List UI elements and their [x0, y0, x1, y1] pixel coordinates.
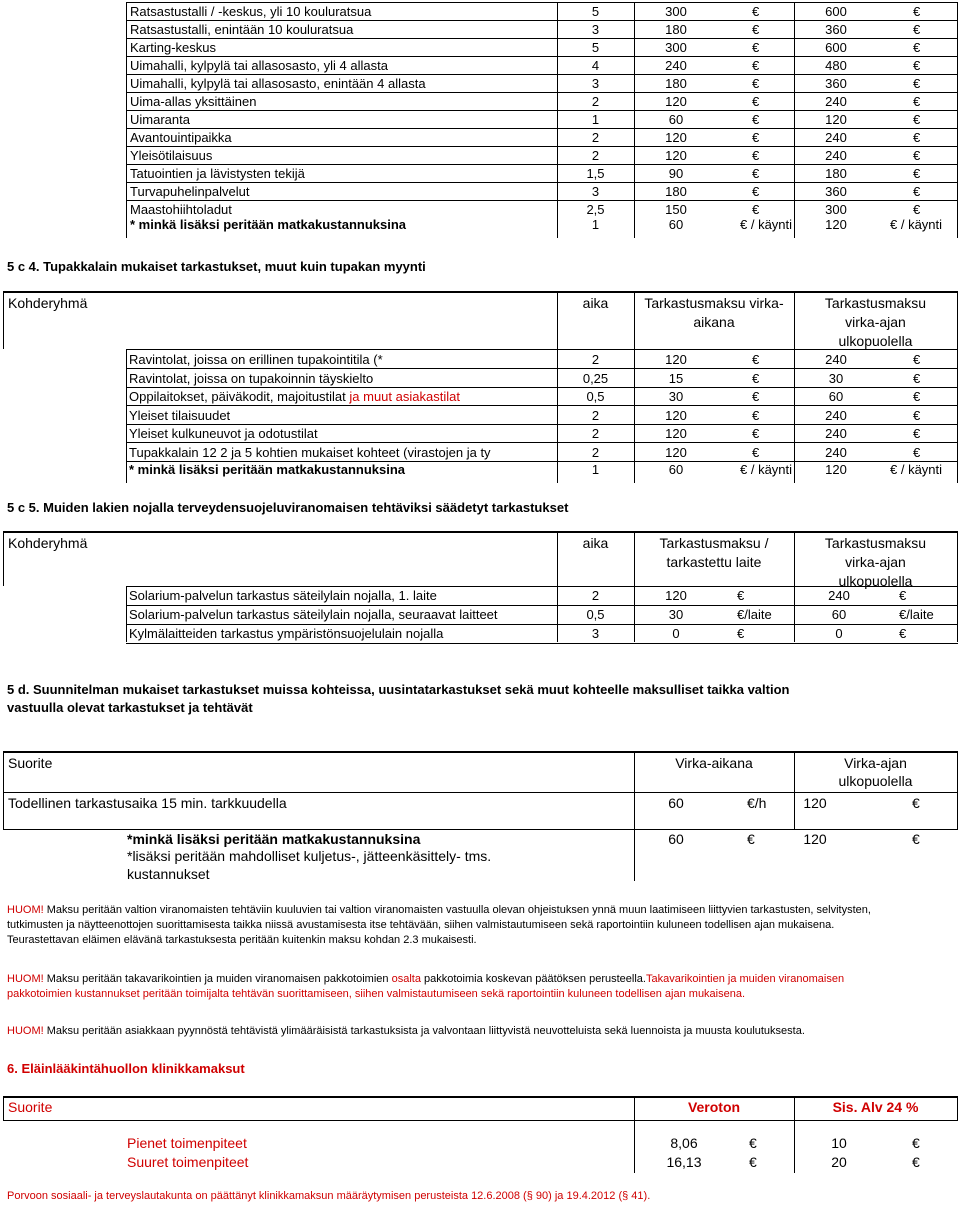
row-label: Oppilaitokset, päiväkodit, majoitustilat ja muut asiakastilat: [129, 389, 460, 404]
euro-icon: €: [752, 4, 760, 19]
euro-icon: €: [752, 94, 760, 109]
value-virka-aikana: 120: [665, 445, 687, 460]
column-header-ulkopuolella-1: Tarkastusmaksu: [824, 535, 927, 551]
value-aika: 5: [591, 40, 600, 55]
value-ulkopuolella: 480: [825, 58, 847, 73]
column-header-ulkopuolella-1: Tarkastusmaksu: [824, 295, 927, 311]
euro-icon: €: [913, 445, 921, 460]
value-aika: 2,5: [586, 202, 605, 217]
euro-icon: €: [912, 831, 920, 847]
euro-icon: €: [913, 184, 921, 199]
table-row: [0, 57, 960, 75]
euro-icon: €: [752, 76, 760, 91]
euro-icon: €: [752, 166, 760, 181]
euro-icon: €: [913, 426, 921, 441]
value-virka-aikana: 150: [665, 202, 687, 217]
unit-label: € / käynti: [740, 217, 793, 232]
footer-note: Porvoon sosiaali- ja terveyslautakunta on päättänyt klinikkamaksun määräytymisen perusteista 12.6.2008 (§ 90) ja 19.4.2012 (§ 41).: [7, 1190, 651, 1202]
euro-icon: €: [752, 426, 760, 441]
euro-icon: €: [912, 795, 920, 811]
euro-icon: €: [913, 112, 921, 127]
value-ulkopuolella: 0: [835, 626, 843, 641]
euro-unit: €: [899, 626, 907, 641]
column-header-veroton: Veroton: [687, 1099, 741, 1115]
section-title-5d-line1: 5 d. Suunnitelman mukaiset tarkastukset muissa kohteissa, uusintatarkastukset sekä muut kohteelle maksulliset taikka valtion: [7, 682, 790, 697]
column-header-tarkastusmaksu-1: Tarkastusmaksu /: [659, 535, 769, 551]
value-ulkopuolella: 120: [825, 217, 847, 232]
euro-icon: €: [747, 831, 755, 847]
row-label: Yleiset tilaisuudet: [129, 408, 231, 423]
column-header-suorite: Suorite: [8, 755, 53, 771]
note-text-red: pakkotoimien kustannukset peritään toimijalta tehtävän suorittamiseen, siihen valmistautumiseen sekä raportointiin kuluneen todellisen ajan mukaisena.: [7, 988, 746, 1000]
value-aika: 0,5: [586, 607, 605, 622]
row-label: Kylmälaitteiden tarkastus ympäristönsuojelulain nojalla: [129, 626, 444, 641]
value-ulkopuolella: 240: [825, 130, 847, 145]
euro-icon: €: [752, 445, 760, 460]
value-virka-aikana: 60: [668, 795, 684, 811]
column-header-ulkopuolella-3: ulkopuolella: [838, 573, 913, 589]
euro-unit: €/laite: [899, 607, 934, 622]
row-label: Tupakkalain 12 2 ja 5 kohtien mukaiset kohteet (virastojen ja ty: [129, 445, 491, 460]
row-label-red: ja muut asiakastilat: [349, 389, 460, 404]
table-row: [0, 147, 960, 165]
column-header-aika: aika: [582, 535, 609, 551]
euro-icon: €: [913, 4, 921, 19]
value-ulkopuolella: 240: [825, 445, 847, 460]
column-header-kohderyhma: Kohderyhmä: [8, 295, 88, 311]
table-row: [0, 351, 960, 369]
column-header-kohderyhma: Kohderyhmä: [8, 535, 88, 551]
value-virka-aikana: 15: [668, 371, 684, 386]
row-label: Uimahalli, kylpylä tai allasosasto, yli 4 allasta: [130, 58, 388, 73]
table-row: [0, 444, 960, 462]
value-ulkopuolella: 240: [828, 588, 850, 603]
huom-label: HUOM!: [7, 904, 44, 916]
table-row: [0, 183, 960, 201]
value-virka-aikana: 120: [665, 148, 687, 163]
table-row: [0, 407, 960, 425]
row-label-suuret: Suuret toimenpiteet: [127, 1154, 249, 1170]
huom-label: HUOM!: [7, 1025, 44, 1037]
extra-label: *minkä lisäksi peritään matkakustannuksina: [127, 831, 421, 847]
table-row: [0, 93, 960, 111]
row-label: * minkä lisäksi peritään matkakustannuksina: [130, 217, 407, 232]
column-header-virka-aikana: Tarkastusmaksu virka-: [644, 295, 784, 311]
row-label: Solarium-palvelun tarkastus säteilylain nojalla, seuraavat laitteet: [129, 607, 498, 622]
euro-icon: €: [752, 184, 760, 199]
euro-unit: €/laite: [737, 607, 772, 622]
column-header-virka-aikana: Virka-aikana: [675, 755, 753, 771]
value-virka-aikana: 120: [665, 94, 687, 109]
euro-unit: [747, 795, 766, 811]
table-row: [0, 3, 960, 21]
euro-icon: €: [912, 1135, 920, 1151]
euro-icon: €: [913, 166, 921, 181]
value-ulkopuolella: 360: [825, 184, 847, 199]
value-aika: 2: [591, 588, 600, 603]
value-ulkopuolella: 240: [825, 148, 847, 163]
euro-icon: €: [749, 1154, 757, 1170]
column-header-virka-ajan: Virka-ajan: [844, 755, 907, 771]
table-row: [0, 606, 960, 624]
euro-icon: €: [752, 389, 760, 404]
value-virka-aikana: 60: [668, 217, 684, 232]
value-ulkopuolella: 240: [825, 94, 847, 109]
row-label: Todellinen tarkastusaika 15 min. tarkkuudella: [8, 795, 287, 811]
value-aika: 3: [591, 626, 600, 641]
note-text: Maksu peritään takavarikointien ja muiden viranomaisen pakkotoimien: [43, 973, 392, 985]
section-title-5c5: 5 c 5. Muiden lakien nojalla terveydensuojeluviranomaisen tehtäviksi säädetyt tarkastukset: [7, 500, 569, 515]
row-label-pienet: Pienet toimenpiteet: [127, 1135, 247, 1151]
euro-icon: €: [913, 58, 921, 73]
row-label: Karting-keskus: [130, 40, 216, 55]
note-text: Maksu peritään asiakkaan pyynnöstä tehtävistä ylimääräisistä tarkastuksista ja valvontaan liittyvistä neuvotteluista sekä luennoista ja muusta koulutuksesta.: [43, 1025, 805, 1037]
table-row: [0, 370, 960, 388]
value-virka-aikana: 60: [668, 462, 684, 477]
euro-icon: €: [747, 795, 755, 811]
value-aika: 2: [591, 130, 600, 145]
value-virka-aikana: 30: [668, 389, 684, 404]
value-aika: 1: [591, 462, 600, 477]
value-virka-aikana: 60: [668, 112, 684, 127]
value-ulkopuolella: 240: [825, 408, 847, 423]
note-text: Teurastettavan eläimen elävänä tarkastuksesta peritään kuitenkin maksu kohdan 2.3 mukaisesti.: [7, 934, 477, 946]
value-virka-aikana: 180: [665, 22, 687, 37]
euro-icon: €: [912, 1154, 920, 1170]
unit-label: € / käynti: [890, 462, 943, 477]
row-label: Uimahalli, kylpylä tai allasosasto, enintään 4 allasta: [130, 76, 426, 91]
row-label: Ratsastustalli / -keskus, yli 10 kouluratsua: [130, 4, 372, 19]
euro-icon: €: [913, 202, 921, 217]
value-aika: 1,5: [586, 166, 605, 181]
value-virka-aikana: 300: [665, 4, 687, 19]
value-sis-alv-suuret: 20: [831, 1154, 847, 1170]
euro-icon: €: [752, 40, 760, 55]
note-text-red: Takavarikointien ja muiden viranomaisen: [645, 973, 845, 985]
table-row: [0, 388, 960, 406]
row-label: * minkä lisäksi peritään matkakustannuksina: [129, 462, 406, 477]
row-divider: [126, 643, 958, 644]
extra-note-line1: *lisäksi peritään mahdolliset kuljetus-, jätteenkäsittely- tms.: [127, 848, 492, 864]
section-title-5c4: 5 c 4. Tupakkalain mukaiset tarkastukset, muut kuin tupakan myynti: [7, 259, 426, 274]
value-virka-aikana: 300: [665, 40, 687, 55]
note-text-red: osalta: [391, 973, 421, 985]
table-row: [0, 425, 960, 443]
table-row-extra: [0, 216, 960, 234]
value-veroton-suuret: 16,13: [666, 1154, 702, 1170]
euro-unit: €: [737, 626, 745, 641]
value-aika: 3: [591, 184, 600, 199]
euro-unit: €: [899, 588, 907, 603]
row-label: Solarium-palvelun tarkastus säteilylain nojalla, 1. laite: [129, 588, 437, 603]
row-divider: [126, 442, 958, 443]
row-label: Turvapuhelinpalvelut: [130, 184, 250, 199]
value-virka-aikana: 120: [665, 130, 687, 145]
row-label: Yleisötilaisuus: [130, 148, 213, 163]
euro-icon: €: [913, 130, 921, 145]
extra-value-2: 120: [803, 831, 827, 847]
table-row: [0, 75, 960, 93]
row-label: Tatuointien ja lävistysten tekijä: [130, 166, 305, 181]
euro-icon: €: [913, 76, 921, 91]
column-header-tarkastusmaksu-2: tarkastettu laite: [666, 554, 762, 570]
column-header-ulkopuolella-2: virka-ajan: [845, 314, 906, 330]
value-tarkastusmaksu: 0: [672, 626, 680, 641]
value-ulkopuolella: 360: [825, 76, 847, 91]
euro-icon: €: [752, 352, 760, 367]
table-row: [0, 165, 960, 183]
euro-icon: €: [913, 408, 921, 423]
value-ulkopuolella: 120: [825, 112, 847, 127]
row-label: Ratsastustalli, enintään 10 kouluratsua: [130, 22, 354, 37]
extra-value-1: 60: [668, 831, 684, 847]
row-label: Yleiset kulkuneuvot ja odotustilat: [129, 426, 318, 441]
value-ulkopuolella: 120: [803, 795, 827, 811]
value-ulkopuolella: 600: [825, 4, 847, 19]
table-row-extra: [0, 461, 960, 479]
euro-icon: €: [913, 352, 921, 367]
value-sis-alv-pienet: 10: [831, 1135, 847, 1151]
value-virka-aikana: 120: [665, 352, 687, 367]
table-row: [0, 21, 960, 39]
value-ulkopuolella: 60: [831, 607, 847, 622]
note-text: tutkimusten ja näytteenottojen suorittamisesta taikka niissä avustamisesta itse tehtävään, siihen valmistautumiseen sekä raportointiin kuluneen todellisen ajan mukaisena.: [7, 919, 835, 931]
column-header-suorite: Suorite: [8, 1099, 53, 1115]
value-ulkopuolella: 240: [825, 426, 847, 441]
table-row: [0, 587, 960, 605]
value-aika: 2: [591, 445, 600, 460]
value-virka-aikana: 180: [665, 184, 687, 199]
euro-icon: €: [752, 408, 760, 423]
euro-icon: €: [752, 58, 760, 73]
value-tarkastusmaksu: 30: [668, 607, 684, 622]
value-aika: 0,25: [582, 371, 609, 386]
value-tarkastusmaksu: 120: [665, 588, 687, 603]
table-row: [0, 39, 960, 57]
value-aika: 2: [591, 94, 600, 109]
value-virka-aikana: 120: [665, 426, 687, 441]
value-ulkopuolella: 300: [825, 202, 847, 217]
huom-label: HUOM!: [7, 973, 44, 985]
column-header-ulkopuolella: ulkopuolella: [838, 773, 913, 789]
row-label: Maastohiihtoladut: [130, 202, 232, 217]
value-virka-aikana: 90: [668, 166, 684, 181]
value-aika: 2: [591, 352, 600, 367]
unit-label: € / käynti: [740, 462, 793, 477]
column-header-virka-aikana-2: aikana: [693, 314, 735, 330]
value-aika: 4: [591, 58, 600, 73]
row-label: Ravintolat, joissa on erillinen tupakointitila (*: [129, 352, 383, 367]
row-label: Avantouintipaikka: [130, 130, 232, 145]
row-divider: [126, 405, 958, 406]
column-header-ulkopuolella-3: ulkopuolella: [838, 333, 913, 349]
column-header-aika: aika: [582, 295, 609, 311]
value-veroton-pienet: 8,06: [670, 1135, 698, 1151]
value-aika: 1: [591, 217, 600, 232]
column-header-sis-alv: Sis. Alv 24 %: [832, 1099, 919, 1115]
euro-icon: €: [913, 389, 921, 404]
table-row: [0, 625, 960, 643]
note-text: pakkotoimia koskevan päätöksen perusteella.: [420, 973, 646, 985]
euro-icon: €: [752, 202, 760, 217]
euro-icon: €: [913, 94, 921, 109]
euro-icon: €: [752, 148, 760, 163]
value-ulkopuolella: 600: [825, 40, 847, 55]
row-label: Uimaranta: [130, 112, 190, 127]
value-aika: 3: [591, 76, 600, 91]
table-row: [0, 111, 960, 129]
value-ulkopuolella: 120: [825, 462, 847, 477]
value-aika: 2: [591, 426, 600, 441]
value-virka-aikana: 180: [665, 76, 687, 91]
value-aika: 2: [591, 408, 600, 423]
value-virka-aikana: 120: [665, 408, 687, 423]
euro-icon: €: [913, 148, 921, 163]
value-ulkopuolella: 30: [828, 371, 844, 386]
row-label: Ravintolat, joissa on tupakoinnin täyskielto: [129, 371, 374, 386]
euro-icon: €: [752, 112, 760, 127]
column-header-ulkopuolella-2: virka-ajan: [845, 554, 906, 570]
value-aika: 3: [591, 22, 600, 37]
unit-label: € / käynti: [890, 217, 943, 232]
row-label: Uima-allas yksittäinen: [130, 94, 257, 109]
section-title-5d-line2: vastuulla olevat tarkastukset ja tehtävät: [7, 700, 253, 715]
euro-icon: €: [913, 371, 921, 386]
euro-icon: €: [752, 22, 760, 37]
value-aika: 0,5: [586, 389, 605, 404]
value-ulkopuolella: 240: [825, 352, 847, 367]
section-title-6: 6. Eläinlääkintähuollon klinikkamaksut: [7, 1061, 245, 1076]
euro-icon: €: [752, 371, 760, 386]
euro-icon: €: [752, 130, 760, 145]
value-aika: 1: [591, 112, 600, 127]
table-row: [0, 129, 960, 147]
value-ulkopuolella: 360: [825, 22, 847, 37]
extra-note-line2: kustannukset: [127, 866, 210, 882]
euro-icon: €: [913, 22, 921, 37]
euro-icon: €: [913, 40, 921, 55]
value-aika: 5: [591, 4, 600, 19]
euro-icon: €: [749, 1135, 757, 1151]
value-ulkopuolella: 60: [828, 389, 844, 404]
euro-unit: €: [737, 588, 745, 603]
value-virka-aikana: 240: [665, 58, 687, 73]
value-aika: 2: [591, 148, 600, 163]
unit-label: /h: [754, 795, 767, 811]
value-ulkopuolella: 180: [825, 166, 847, 181]
row-divider: [126, 368, 958, 369]
note-text: Maksu peritään valtion viranomaisten tehtäviin kuuluvien tai valtion viranomaisten vastuulla olevan ohjeistuksen ynnä muun laatimiseen liittyvien tarkastusten, selvitysten,: [43, 904, 871, 916]
